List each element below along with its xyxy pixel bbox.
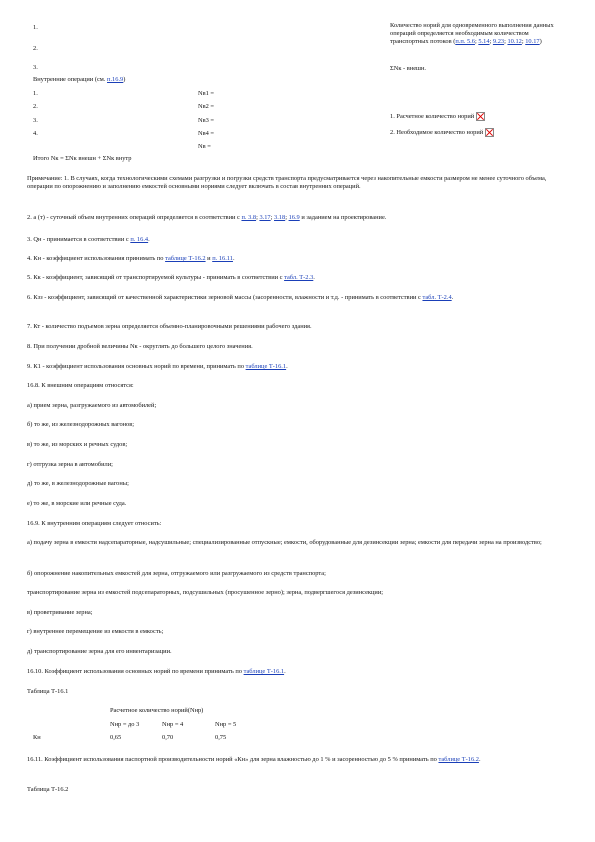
list-item: в) то же, из морских и речных судов; <box>27 441 128 448</box>
list-item: транспортирование зерна из емкостей подсепараторных, подсушильных (просушенное зерно); зерна, подвергшегося дезинсекции; <box>27 589 384 596</box>
table-cell: 0,75 <box>215 734 227 741</box>
link-p16-9[interactable]: п.16.9 <box>107 76 124 83</box>
formula-nv4: Nв4 = <box>198 130 215 137</box>
formula-nv3: Nв3 = <box>198 117 215 124</box>
table-header: Расчетное количество норий(Nнр) <box>110 707 204 714</box>
link-table-t16-2[interactable]: таблице Т-16.2 <box>165 255 206 262</box>
section-16-10: 16.10. Коэффициент использования основных норий по времени принимать по таблице Т-16.1. <box>27 668 286 675</box>
table-col-header: Nнр = 4 <box>162 721 184 728</box>
formula-nv1: Nв1 = <box>198 90 215 97</box>
internal-ops-header: Внутренние операции (см. п.16.9) <box>33 76 126 83</box>
section-16-11: 16.11. Коэффициент использования паспортной производительности норий «Кн» для зерна влажностью до 1 % и засоренностью до 5 % принимать по таблице Т-16.2. <box>27 756 481 763</box>
link-p3-8[interactable]: п. 3.8 <box>241 214 257 221</box>
note-6: 6. Кзз - коэффициент, зависящий от качественной характеристики зерновой массы (засоренности, влажности и т.д. - принимать в соответствии с табл. Т-2.4. <box>27 294 454 301</box>
table-t16-1-title: Таблица Т-16.1 <box>27 688 69 695</box>
note-5: 5. Кк - коэффициент, зависящий от транспортируемой культуры - принимать в соответствии с табл. Т-2.3. <box>27 274 315 281</box>
link-p16-9b[interactable]: 16.9 <box>288 214 300 221</box>
table-cell: 0,70 <box>162 734 174 741</box>
list-item: б) то же, из железнодорожных вагонов; <box>27 421 135 428</box>
top-item-1: 1. <box>33 24 38 31</box>
link-table-t16-1[interactable]: таблице Т-16.1 <box>245 363 287 370</box>
formula-nv: Nв = <box>198 143 211 150</box>
list-item: д) транспортирование зерна для его инвентаризации. <box>27 648 172 655</box>
list-item: а) прием зерна, разгружаемого из автомобилей; <box>27 402 157 409</box>
list-item: б) опорожнение накопительных емкостей для зерна, отгружаемого или разгружаемого из средств транспорта; <box>27 570 326 577</box>
link-p16-4[interactable]: п. 16.4 <box>130 236 149 243</box>
internal-item-3: 3. <box>33 117 38 124</box>
section-16-8-title: 16.8. К внешним операциям относятся: <box>27 382 134 389</box>
list-item: г) отгрузка зерна в автомобили; <box>27 461 113 468</box>
link-p5-14[interactable]: 5.14 <box>478 38 490 45</box>
list-item: г) внутреннее перемещение из емкости в емкость; <box>27 628 164 635</box>
result-calculated: 1. Расчетное количество норий <box>390 112 485 121</box>
link-p3-17[interactable]: 3.17 <box>259 214 271 221</box>
result-required: 2. Необходимое количество норий <box>390 128 494 137</box>
link-table-t16-2b[interactable]: таблице Т-16.2 <box>438 756 479 763</box>
sum-external-label: ΣNк - внешн. <box>390 65 426 72</box>
link-table-t2-3[interactable]: табл. Т-2.3 <box>284 274 314 281</box>
note-4: 4. Кн - коэффициент использования принимать по таблице Т-16.2 и п. 16.11. <box>27 255 235 262</box>
table-row-label: Кн <box>33 734 41 741</box>
link-p9-23[interactable]: 9.23 <box>492 38 505 45</box>
section-16-9-title: 16.9. К внутренним операциям следует относить: <box>27 520 162 527</box>
right-description: Количество норий для одновременного выполнения данных операций определяется необходимым количеством транспортных потоков (п.п. 5.6; 5.14; 9.23; 10.12; 10.17) <box>390 22 554 45</box>
internal-item-4: 4. <box>33 130 38 137</box>
link-p10-12[interactable]: 10.12 <box>507 38 522 45</box>
total-formula: Итого Nк = ΣNк внешн + ΣNк внутр <box>33 155 132 162</box>
list-item: е) то же, в морские или речные суда. <box>27 500 127 507</box>
table-t16-2-title: Таблица Т-16.2 <box>27 786 69 793</box>
link-p10-17[interactable]: 10.17 <box>525 38 540 45</box>
note-1: Примечание: 1. В случаях, когда технологическими схемами разгрузки и погрузки средств транспорта предусматривается через накопительные емкости размером не менее суточного объема, операции по опорожнению и заполнению емкостей основными нориями следует включать в состав внутренних операций. <box>27 175 547 190</box>
link-p3-18[interactable]: 3.18 <box>274 214 286 221</box>
internal-item-1: 1. <box>33 90 38 97</box>
list-item: в) проветривание зерна; <box>27 609 93 616</box>
link-p5-6[interactable]: п.п. 5.6 <box>455 38 475 45</box>
list-item: а) подачу зерна в емкости надсепараторные, надсушильные; специализированные отпускные; емкости, оборудованные для дезинсекции зерна; емкости для передачи зерна на производство; <box>27 539 542 546</box>
note-3: 3. Qн - принимается в соответствии с п. 16.4. <box>27 236 150 243</box>
top-item-2: 2. <box>33 45 38 52</box>
internal-item-2: 2. <box>33 103 38 110</box>
table-col-header: Nнр = до 3 <box>110 721 140 728</box>
broken-image-icon <box>476 112 485 121</box>
note-7: 7. Кт - количество подъемов зерна определяется объемно-планировочными решениями рабочего здания. <box>27 323 312 330</box>
list-item: д) то же, в железнодорожные вагоны; <box>27 480 129 487</box>
link-table-t2-4[interactable]: табл. Т-2.4 <box>422 294 452 301</box>
note-8: 8. При получении дробной величины Nк - округлять до большего целого значения. <box>27 343 253 350</box>
link-table-t16-1b[interactable]: таблице Т-16.1 <box>243 668 285 675</box>
note-9: 9. К1 - коэффициент использования основных норий по времени, принимать по таблице Т-16.1. <box>27 363 288 370</box>
link-p16-11[interactable]: п. 16.11 <box>212 255 233 262</box>
table-col-header: Nнр = 5 <box>215 721 237 728</box>
top-item-3: 3. <box>33 64 38 71</box>
broken-image-icon <box>485 128 494 137</box>
formula-nv2: Nв2 = <box>198 103 215 110</box>
note-2: 2. а (т) - суточный объем внутренних операций определяется в соответствии с п. 3.8; 3.17; 3.18; 16.9 и заданием на проектирование. <box>27 214 387 221</box>
table-cell: 0,65 <box>110 734 122 741</box>
